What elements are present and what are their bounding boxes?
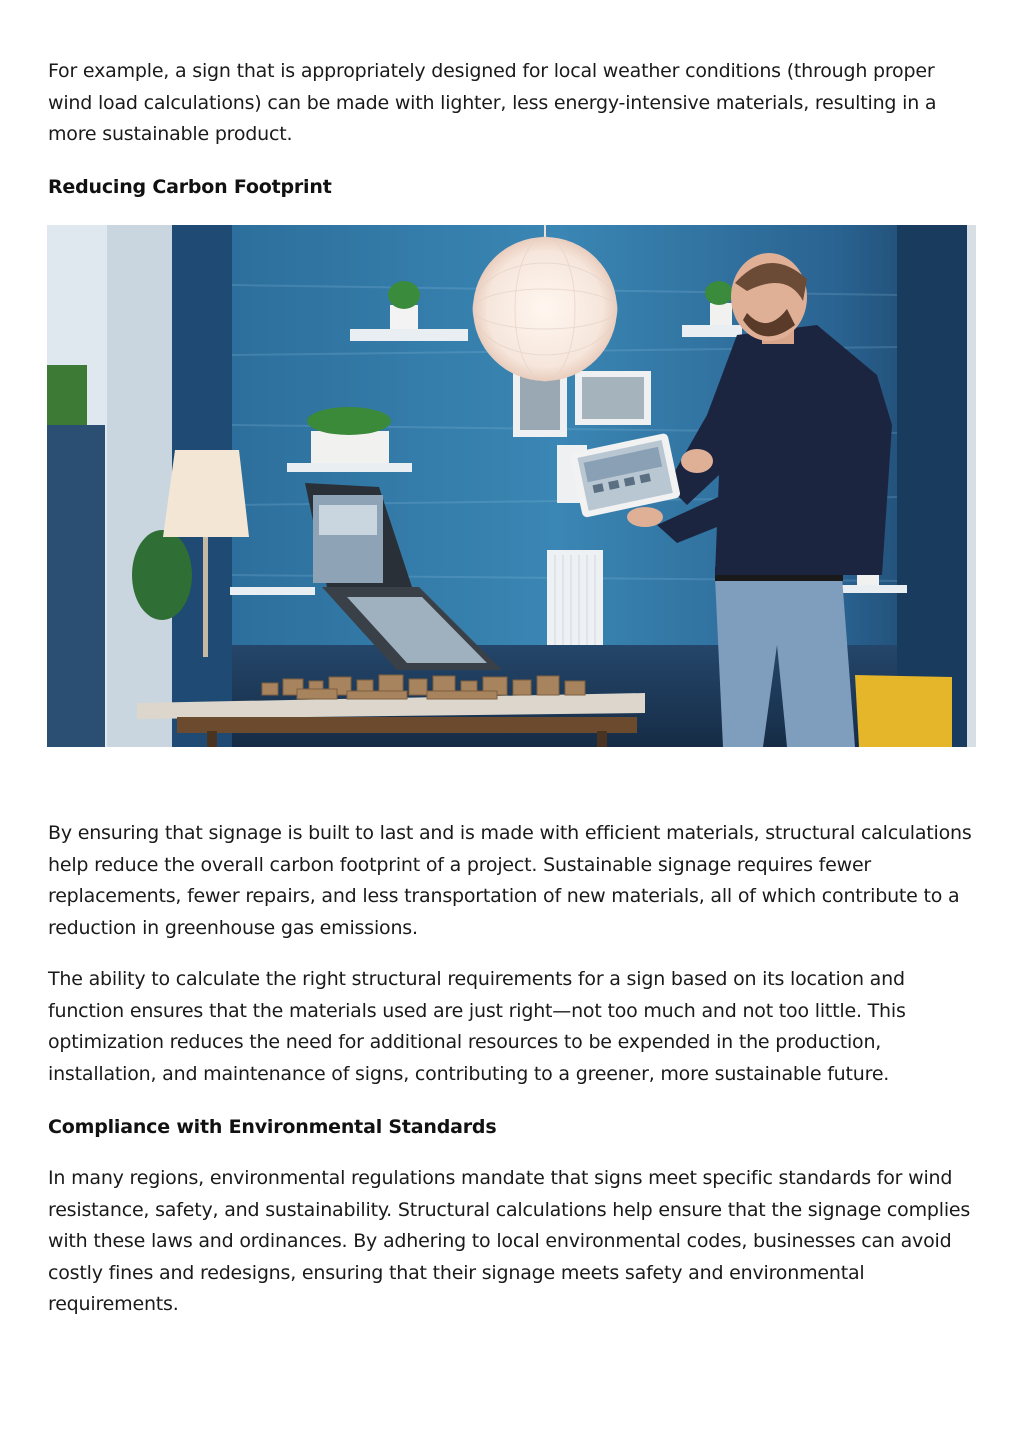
heading-reducing-carbon-footprint: Reducing Carbon Footprint xyxy=(48,176,332,198)
heading-compliance-environmental-standards: Compliance with Environmental Standards xyxy=(48,1116,497,1138)
carbon-paragraph-2: The ability to calculate the right structural requirements for a sign based on its location and function ensures that the materials used are just right—not too much and not too little. This optimization reduces the need for additional resources to be expended in the production, installation, and maintenance of signs, contributing to a greener, more sustainable future. xyxy=(48,968,906,1085)
intro-paragraph: For example, a sign that is appropriately designed for local weather conditions (through proper wind load calculations) can be made with lighter, less energy-intensive materials, resulting in a more sustainable product. xyxy=(48,60,937,145)
carbon-paragraph-1: By ensuring that signage is built to last and is made with efficient materials, structural calculations help reduce the overall carbon footprint of a project. Sustainable signage requires fewer replacements, fewer repairs, and less transportation of new materials, all of which contribute to a reduction in greenhouse gas emissions. xyxy=(48,822,972,939)
office-photo xyxy=(47,225,976,747)
architect-with-tablet-illustration xyxy=(47,225,976,747)
compliance-paragraph: In many regions, environmental regulations mandate that signs meet specific standards for wind resistance, safety, and sustainability. Structural calculations help ensure that the signage complies with these laws and ordinances. By adhering to local environmental codes, businesses can avoid costly fines and redesigns, ensuring that their signage meets safety and environmental requirements. xyxy=(48,1167,971,1315)
